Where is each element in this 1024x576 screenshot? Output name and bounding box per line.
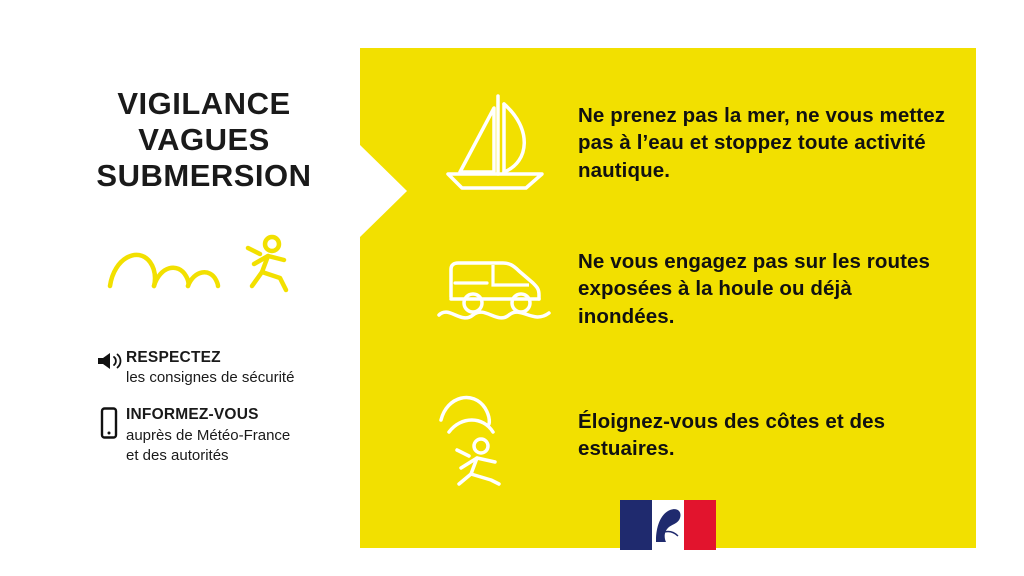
title-line-1: VIGILANCE [117, 86, 291, 121]
wave-runner-logo [70, 228, 338, 304]
advice-text [126, 405, 290, 465]
flag-white-band [652, 500, 684, 550]
message-text: Ne vous engagez pas sur les routes exposées à la houle ou déjà inondées. [578, 250, 931, 328]
message-row-sailboat [418, 70, 946, 216]
advice-text [126, 348, 294, 388]
page-title [70, 86, 338, 194]
marianne-profile-icon [652, 500, 684, 550]
french-republic-logo [620, 500, 716, 550]
advice-item-informez-vous [92, 405, 338, 465]
advice-sub-label: les consignes de sécurité [126, 369, 295, 387]
vigilance-poster [48, 48, 976, 548]
left-panel [48, 48, 360, 548]
advice-strong-label: INFORMEZ-VOUS [126, 406, 259, 424]
message-text: Éloignez-vous des côtes et des estuaires. [578, 409, 886, 460]
title-line-2: VAGUES [138, 121, 270, 157]
right-panel [360, 48, 976, 548]
title-line-3: SUBMERSION [96, 157, 312, 193]
sailboat-icon [418, 88, 578, 198]
advice-sub-line-1: auprès de Météo-France [126, 426, 291, 444]
message-text: Ne prenez pas la mer, ne vous mettez pas à l’eau et stoppez toute activité nautique. [578, 104, 946, 182]
megaphone-icon [92, 348, 126, 372]
wave-runner-icon [104, 228, 304, 304]
flag-blue-band [620, 500, 652, 550]
advice-block [70, 348, 338, 483]
message-row-runner [418, 362, 946, 508]
advice-sub-line-2: et des autorités [126, 446, 229, 464]
mobile-phone-icon [92, 405, 126, 439]
wave-runner-icon [418, 380, 578, 490]
advice-item-respectez [92, 348, 338, 388]
van-in-water-icon [418, 239, 578, 339]
message-row-van [418, 216, 946, 362]
flag-red-band [684, 500, 716, 550]
advice-strong-label: RESPECTEZ [126, 348, 221, 366]
